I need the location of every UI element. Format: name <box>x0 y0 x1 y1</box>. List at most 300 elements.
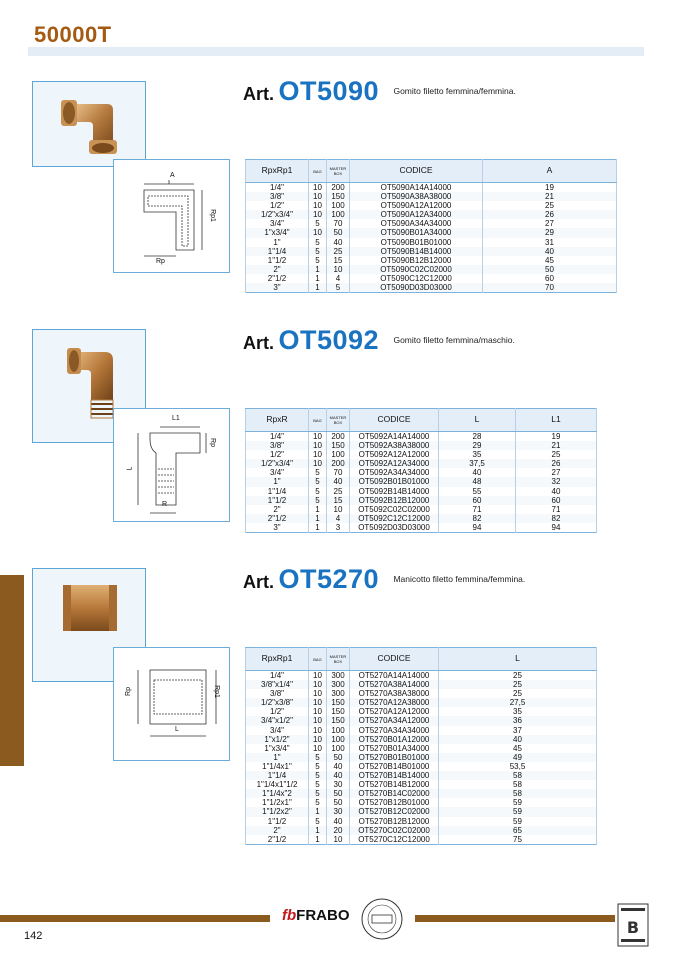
table-cell: OT5270C12C12000 <box>350 835 439 845</box>
table-cell: 5 <box>309 780 327 789</box>
table-cell: 21 <box>483 192 617 201</box>
table-row <box>246 716 597 725</box>
title-bar <box>28 47 644 56</box>
table-cell: 10 <box>327 505 350 514</box>
table-cell: 40 <box>439 735 597 744</box>
table-row <box>246 256 617 265</box>
table-row <box>246 807 597 816</box>
article-code: OT5090 <box>278 76 380 106</box>
table-cell: OT5092A12A12000 <box>350 450 439 459</box>
table-cell: OT5270A14A14000 <box>350 671 439 681</box>
table-cell: 25 <box>483 201 617 210</box>
table-cell: OT5092A34A34000 <box>350 468 439 477</box>
table-row <box>246 183 617 193</box>
certification-seal <box>357 897 407 946</box>
table-cell: 1/2"x3/8" <box>246 698 309 707</box>
table-cell: 10 <box>309 680 327 689</box>
table-cell: 3" <box>246 283 309 293</box>
page-number: 142 <box>24 930 43 942</box>
table-cell: 27,5 <box>439 698 597 707</box>
table-cell: OT5270A12A12000 <box>350 707 439 716</box>
table-cell: 60 <box>516 496 597 505</box>
table-cell: 4 <box>327 514 350 523</box>
art-label: Art. <box>243 333 274 353</box>
svg-text:B: B <box>626 918 640 937</box>
table-cell: 100 <box>327 744 350 753</box>
column-header: L1 <box>516 409 597 432</box>
frabo-logo <box>282 907 350 924</box>
table-cell: 82 <box>516 514 597 523</box>
table-cell: 200 <box>327 459 350 468</box>
table-cell: 1"1/4 <box>246 771 309 780</box>
table-cell: OT5092A14A14000 <box>350 432 439 442</box>
table-cell: 5 <box>309 487 327 496</box>
table-cell: 3" <box>246 523 309 533</box>
table-cell: 1/2" <box>246 707 309 716</box>
table-cell: 3/8" <box>246 441 309 450</box>
table-cell: 10 <box>309 735 327 744</box>
spec-table-ot5270 <box>245 647 597 845</box>
table-cell: 150 <box>327 698 350 707</box>
table-row <box>246 735 597 744</box>
table-cell: 94 <box>516 523 597 533</box>
table-cell: 1/2" <box>246 201 309 210</box>
table-cell: 25 <box>439 680 597 689</box>
table-cell: 5 <box>309 238 327 247</box>
side-tab <box>0 575 24 766</box>
table-row <box>246 247 617 256</box>
table-row <box>246 192 617 201</box>
table-cell: 1 <box>309 835 327 845</box>
table-cell: 1/4" <box>246 183 309 193</box>
table-row <box>246 826 597 835</box>
table-cell: OT5090B14B14000 <box>350 247 483 256</box>
table-cell: OT5090B01A34000 <box>350 228 483 237</box>
table-cell: OT5090B01B01000 <box>350 238 483 247</box>
table-cell: 100 <box>327 210 350 219</box>
diagram-label: A <box>170 172 175 179</box>
table-row <box>246 441 597 450</box>
table-cell: 2" <box>246 265 309 274</box>
table-row <box>246 228 617 237</box>
table-cell: 40 <box>327 762 350 771</box>
column-header: RpxRp1 <box>246 648 309 671</box>
table-row <box>246 432 597 442</box>
table-cell: 3/8"x1/4" <box>246 680 309 689</box>
table-row <box>246 459 597 468</box>
table-row <box>246 707 597 716</box>
table-cell: 10 <box>327 835 350 845</box>
table-cell: 40 <box>327 817 350 826</box>
table-row <box>246 798 597 807</box>
article-heading-ot5092 <box>243 325 515 356</box>
table-cell: 15 <box>327 496 350 505</box>
table-row <box>246 450 597 459</box>
table-cell: 30 <box>327 807 350 816</box>
table-cell: 37,5 <box>439 459 516 468</box>
table-cell: 4 <box>327 274 350 283</box>
table-cell: 27 <box>516 468 597 477</box>
table-cell: 35 <box>439 450 516 459</box>
table-cell: 40 <box>327 771 350 780</box>
table-cell: OT5092A12A34000 <box>350 459 439 468</box>
page-title: 50000T <box>34 22 112 47</box>
diagram-label: Rp <box>124 687 132 696</box>
table-cell: 2" <box>246 505 309 514</box>
table-cell: 82 <box>439 514 516 523</box>
table-cell: 10 <box>309 459 327 468</box>
table-row <box>246 817 597 826</box>
table-cell: 5 <box>309 817 327 826</box>
table-cell: 25 <box>516 450 597 459</box>
table-cell: 5 <box>309 798 327 807</box>
table-cell: OT5092B12B12000 <box>350 496 439 505</box>
table-cell: 1/2" <box>246 450 309 459</box>
table-row <box>246 753 597 762</box>
table-cell: 1 <box>309 505 327 514</box>
table-cell: OT5090A14A14000 <box>350 183 483 193</box>
table-cell: 32 <box>516 477 597 486</box>
table-cell: 1" <box>246 238 309 247</box>
table-cell: OT5270B01A34000 <box>350 744 439 753</box>
table-cell: 58 <box>439 771 597 780</box>
table-cell: 27 <box>483 219 617 228</box>
table-cell: 1/2"x3/4" <box>246 459 309 468</box>
table-row <box>246 762 597 771</box>
table-cell: 10 <box>309 192 327 201</box>
art-label: Art. <box>243 84 274 104</box>
table-cell: 3/4"x1/2" <box>246 716 309 725</box>
table-cell: 5 <box>309 496 327 505</box>
diagram-label: L <box>175 726 179 733</box>
table-cell: OT5092C12C12000 <box>350 514 439 523</box>
table-cell: 200 <box>327 183 350 193</box>
table-cell: 50 <box>327 789 350 798</box>
column-header: CODICE <box>350 648 439 671</box>
table-cell: 10 <box>309 716 327 725</box>
table-cell: 10 <box>309 183 327 193</box>
table-cell: 1/4" <box>246 432 309 442</box>
table-row <box>246 671 597 681</box>
table-cell: 55 <box>439 487 516 496</box>
table-cell: 40 <box>516 487 597 496</box>
table-cell: 65 <box>439 826 597 835</box>
diagram-ot5270 <box>113 647 230 761</box>
table-row <box>246 523 597 533</box>
table-row <box>246 780 597 789</box>
table-cell: 3/4" <box>246 468 309 477</box>
table-cell: 40 <box>327 477 350 486</box>
table-cell: 10 <box>309 432 327 442</box>
table-cell: 1"1/2 <box>246 496 309 505</box>
table-cell: OT5270B12C02000 <box>350 807 439 816</box>
table-row <box>246 201 617 210</box>
table-cell: 5 <box>309 468 327 477</box>
art-label: Art. <box>243 572 274 592</box>
column-header: MASTER BOX <box>327 160 350 183</box>
table-cell: 1"1/2x1" <box>246 798 309 807</box>
table-cell: 3/8" <box>246 192 309 201</box>
table-cell: 1"x1/2" <box>246 735 309 744</box>
diagram-label: Rp <box>208 438 216 447</box>
table-cell: OT5270B01B01000 <box>350 753 439 762</box>
table-cell: 50 <box>327 228 350 237</box>
table-cell: 31 <box>483 238 617 247</box>
table-cell: 19 <box>516 432 597 442</box>
footer-rule-right <box>415 915 615 922</box>
table-cell: 40 <box>483 247 617 256</box>
table-cell: 20 <box>327 826 350 835</box>
table-cell: 10 <box>309 689 327 698</box>
table-cell: 50 <box>327 753 350 762</box>
table-cell: 5 <box>309 477 327 486</box>
table-cell: 75 <box>439 835 597 845</box>
table-cell: 1"1/4x1" <box>246 762 309 771</box>
table-cell: 48 <box>439 477 516 486</box>
table-cell: OT5270A38A38000 <box>350 689 439 698</box>
table-cell: 10 <box>309 450 327 459</box>
table-row <box>246 744 597 753</box>
spec-table-ot5090 <box>245 159 617 293</box>
table-cell: OT5090C02C02000 <box>350 265 483 274</box>
table-cell: OT5090D03D03000 <box>350 283 483 293</box>
product-photo-ot5090 <box>32 81 146 167</box>
table-cell: 59 <box>439 798 597 807</box>
article-code: OT5270 <box>278 564 380 594</box>
table-cell: 2"1/2 <box>246 835 309 845</box>
table-cell: 59 <box>439 807 597 816</box>
table-cell: 5 <box>309 771 327 780</box>
table-header-row <box>246 648 597 671</box>
table-cell: OT5270B14B14000 <box>350 771 439 780</box>
table-cell: 45 <box>439 744 597 753</box>
table-cell: OT5270A34A12000 <box>350 716 439 725</box>
table-row <box>246 835 597 845</box>
table-cell: 1"1/2 <box>246 256 309 265</box>
table-cell: 29 <box>439 441 516 450</box>
table-cell: 25 <box>327 487 350 496</box>
table-cell: 150 <box>327 192 350 201</box>
article-description: Manicotto filetto femmina/femmina. <box>393 574 526 584</box>
diagram-label: L <box>126 466 134 471</box>
column-header: L <box>439 648 597 671</box>
spec-table-ot5092 <box>245 408 597 533</box>
table-cell: 25 <box>327 247 350 256</box>
table-cell: 35 <box>439 707 597 716</box>
column-header: A <box>483 160 617 183</box>
table-cell: OT5270B14C02000 <box>350 789 439 798</box>
table-cell: 70 <box>483 283 617 293</box>
table-cell: OT5092B14B14000 <box>350 487 439 496</box>
article-heading-ot5090 <box>243 76 516 107</box>
table-cell: 71 <box>439 505 516 514</box>
table-cell: 10 <box>309 744 327 753</box>
table-cell: 2"1/2 <box>246 514 309 523</box>
diagram-label: Rp <box>156 258 165 265</box>
table-cell: 19 <box>483 183 617 193</box>
table-cell: OT5090A38A38000 <box>350 192 483 201</box>
table-cell: 10 <box>309 707 327 716</box>
table-cell: 26 <box>483 210 617 219</box>
table-cell: 10 <box>309 671 327 681</box>
table-cell: 70 <box>327 468 350 477</box>
column-header: L <box>439 409 516 432</box>
table-row <box>246 698 597 707</box>
table-cell: 1 <box>309 514 327 523</box>
table-cell: 71 <box>516 505 597 514</box>
column-header: BAG <box>309 409 327 432</box>
diagram-label: L1 <box>172 415 180 422</box>
table-row <box>246 210 617 219</box>
table-cell: 30 <box>327 780 350 789</box>
column-header: BAG <box>309 160 327 183</box>
table-cell: OT5092B01B01000 <box>350 477 439 486</box>
table-cell: 1" <box>246 753 309 762</box>
table-cell: 29 <box>483 228 617 237</box>
table-row <box>246 496 597 505</box>
table-cell: 94 <box>439 523 516 533</box>
table-row <box>246 771 597 780</box>
table-cell: 10 <box>309 441 327 450</box>
table-cell: 1" <box>246 477 309 486</box>
table-cell: 37 <box>439 726 597 735</box>
table-cell: OT5090A12A34000 <box>350 210 483 219</box>
table-row <box>246 789 597 798</box>
table-cell: 10 <box>309 726 327 735</box>
table-cell: 10 <box>327 265 350 274</box>
diagram-label: Rp1 <box>208 209 216 222</box>
table-cell: 40 <box>327 238 350 247</box>
frabo-logo-mark: fb <box>282 907 297 924</box>
column-header: CODICE <box>350 409 439 432</box>
table-cell: 36 <box>439 716 597 725</box>
footer-rule-left <box>0 915 270 922</box>
table-cell: OT5092A38A38000 <box>350 441 439 450</box>
table-cell: 1"1/2x2" <box>246 807 309 816</box>
column-header: RpxR <box>246 409 309 432</box>
table-cell: OT5270B01A12000 <box>350 735 439 744</box>
table-cell: 3 <box>327 523 350 533</box>
table-cell: 50 <box>483 265 617 274</box>
table-cell: OT5092C02C02000 <box>350 505 439 514</box>
table-row <box>246 726 597 735</box>
article-description: Gomito filetto femmina/femmina. <box>393 86 516 96</box>
table-cell: 5 <box>309 256 327 265</box>
table-cell: 5 <box>309 219 327 228</box>
table-row <box>246 477 597 486</box>
table-cell: 70 <box>327 219 350 228</box>
table-cell: 5 <box>309 789 327 798</box>
table-cell: 200 <box>327 432 350 442</box>
table-cell: 10 <box>309 210 327 219</box>
table-cell: 1 <box>309 523 327 533</box>
table-cell: 1/2"x3/4" <box>246 210 309 219</box>
article-code: OT5092 <box>278 325 380 355</box>
table-cell: OT5090A12A12000 <box>350 201 483 210</box>
table-row <box>246 219 617 228</box>
table-cell: 58 <box>439 789 597 798</box>
bonomi-group-logo <box>617 903 649 952</box>
diagram-ot5090 <box>113 159 230 273</box>
table-cell: OT5270A38A14000 <box>350 680 439 689</box>
article-description: Gomito filetto femmina/maschio. <box>393 335 515 345</box>
column-header: BAG <box>309 648 327 671</box>
table-cell: 5 <box>327 283 350 293</box>
table-row <box>246 283 617 293</box>
table-cell: 50 <box>327 798 350 807</box>
table-cell: 49 <box>439 753 597 762</box>
column-header: MASTER BOX <box>327 409 350 432</box>
column-header: MASTER BOX <box>327 648 350 671</box>
table-cell: 3/4" <box>246 219 309 228</box>
column-header: CODICE <box>350 160 483 183</box>
table-cell: 1"1/4x1"1/2 <box>246 780 309 789</box>
table-row <box>246 680 597 689</box>
table-cell: 150 <box>327 441 350 450</box>
table-cell: 59 <box>439 817 597 826</box>
table-cell: OT5090B12B12000 <box>350 256 483 265</box>
table-cell: 1 <box>309 283 327 293</box>
table-cell: OT5270C02C02000 <box>350 826 439 835</box>
column-header: RpxRp1 <box>246 160 309 183</box>
table-cell: 1"1/2 <box>246 817 309 826</box>
table-cell: 1"1/4 <box>246 247 309 256</box>
table-cell: 1 <box>309 826 327 835</box>
table-cell: OT5092D03D03000 <box>350 523 439 533</box>
table-row <box>246 274 617 283</box>
table-cell: OT5090A34A34000 <box>350 219 483 228</box>
table-cell: 1"1/4x"2 <box>246 789 309 798</box>
table-cell: 3/4" <box>246 726 309 735</box>
table-row <box>246 487 597 496</box>
table-cell: 60 <box>439 496 516 505</box>
frabo-logo-text: FRABO <box>296 907 350 924</box>
table-cell: 100 <box>327 726 350 735</box>
table-cell: OT5270B12B01000 <box>350 798 439 807</box>
table-header-row <box>246 160 617 183</box>
table-cell: 300 <box>327 689 350 698</box>
table-cell: 1 <box>309 274 327 283</box>
table-row <box>246 238 617 247</box>
table-cell: OT5270B12B12000 <box>350 817 439 826</box>
table-cell: 53,5 <box>439 762 597 771</box>
table-cell: 1/4" <box>246 671 309 681</box>
table-cell: 26 <box>516 459 597 468</box>
diagram-ot5092 <box>113 408 230 522</box>
table-header-row <box>246 409 597 432</box>
table-cell: 1 <box>309 265 327 274</box>
table-cell: 10 <box>309 228 327 237</box>
table-cell: OT5090C12C12000 <box>350 274 483 283</box>
diagram-label: R <box>162 501 168 508</box>
table-cell: 1"x3/4" <box>246 228 309 237</box>
table-cell: 5 <box>309 753 327 762</box>
table-cell: 1 <box>309 807 327 816</box>
table-cell: 2" <box>246 826 309 835</box>
table-cell: 25 <box>439 671 597 681</box>
table-cell: 15 <box>327 256 350 265</box>
table-cell: OT5270A12A38000 <box>350 698 439 707</box>
table-cell: 3/8" <box>246 689 309 698</box>
table-cell: 300 <box>327 671 350 681</box>
table-cell: 100 <box>327 450 350 459</box>
article-heading-ot5270 <box>243 564 525 595</box>
table-cell: 10 <box>309 201 327 210</box>
table-cell: 45 <box>483 256 617 265</box>
table-row <box>246 514 597 523</box>
table-cell: 60 <box>483 274 617 283</box>
table-cell: 100 <box>327 735 350 744</box>
